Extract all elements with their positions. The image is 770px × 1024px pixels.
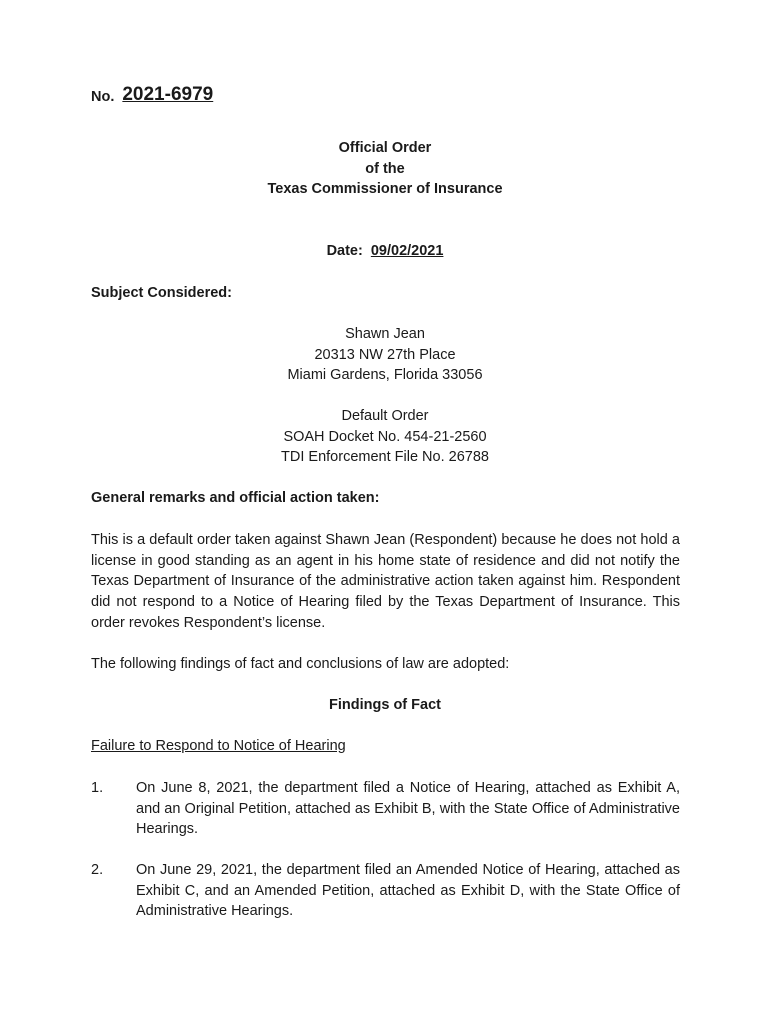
findings-subheading: Failure to Respond to Notice of Hearing	[91, 738, 346, 754]
finding-text: On June 29, 2021, the department filed an Amended Notice of Hearing, attached as Exhibit C, and an Amended Petition, attached as Exhibit D, with the State Office of Administrative Hearings.	[136, 862, 680, 920]
date-label: Date:	[326, 243, 363, 259]
finding-item-2	[91, 860, 680, 922]
subject-name: Shawn Jean	[345, 326, 425, 342]
title-line-3: Texas Commissioner of Insurance	[267, 181, 503, 197]
findings-title: Findings of Fact	[329, 697, 441, 713]
document-title	[0, 138, 770, 200]
order-type: Default Order	[341, 408, 429, 424]
title-line-2: of the	[365, 160, 405, 177]
order-number-line	[91, 76, 213, 106]
finding-item-1	[91, 778, 680, 840]
finding-number: 2.	[91, 862, 104, 878]
subject-heading: Subject Considered:	[91, 285, 232, 301]
remarks-paragraph: This is a default order taken against Shawn Jean (Respondent) because he does not hold a license in good standing as an agent in his home state of residence and did not notify the Texas Department of Insurance of the administrative action taken against him. Respondent did not respond to a Notice of Hearing filed by the Texas Department of Insurance. This order revokes Respondent’s license.	[91, 532, 680, 631]
remarks-heading: General remarks and official action taken:	[91, 490, 380, 506]
finding-text: On June 8, 2021, the department filed a Notice of Hearing, attached as Exhibit A, and an Original Petition, attached as Exhibit B, with the State Office of Administrative Hearings.	[136, 780, 680, 838]
subject-address-2: Miami Gardens, Florida 33056	[287, 367, 483, 383]
subject-address-block	[0, 324, 770, 386]
subject-address-1: 20313 NW 27th Place	[314, 346, 456, 363]
title-line-1: Official Order	[338, 140, 432, 156]
order-number: 2021-6979	[122, 84, 214, 105]
date-value: 09/02/2021	[370, 243, 444, 259]
date-line	[0, 241, 770, 261]
findings-intro: The following findings of fact and conclusions of law are adopted:	[91, 656, 510, 672]
tdi-file: TDI Enforcement File No. 26788	[281, 449, 489, 465]
finding-number: 1.	[91, 780, 104, 796]
order-number-label: No.	[91, 89, 115, 105]
case-info-block	[0, 406, 770, 468]
soah-docket: SOAH Docket No. 454-21-2560	[283, 428, 487, 445]
